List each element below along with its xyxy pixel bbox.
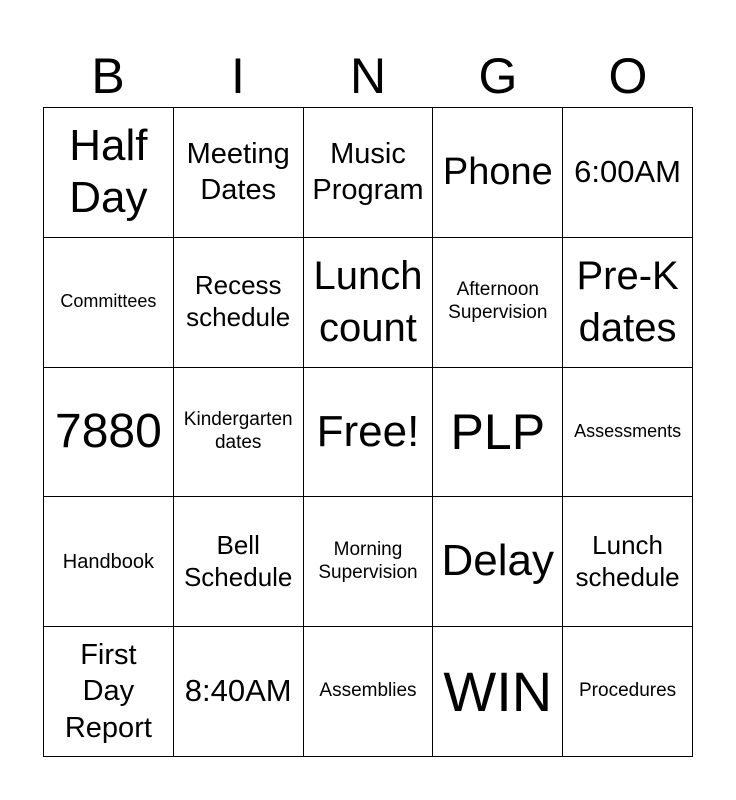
cell-label: Music Program bbox=[312, 138, 424, 207]
cell-label: Morning Supervision bbox=[318, 538, 418, 583]
bingo-cell-g5[interactable] bbox=[433, 627, 563, 757]
bingo-cell-o5[interactable] bbox=[563, 627, 693, 757]
bingo-cell-n2[interactable] bbox=[304, 238, 434, 368]
bingo-cell-n5[interactable] bbox=[304, 627, 434, 757]
bingo-cell-g3[interactable] bbox=[433, 368, 563, 498]
header-letter-n: N bbox=[349, 48, 387, 104]
cell-label: 7880 bbox=[55, 405, 162, 459]
cell-label: Pre-K dates bbox=[576, 254, 679, 351]
cell-label: Recess schedule bbox=[186, 270, 291, 333]
bingo-cell-o2[interactable] bbox=[563, 238, 693, 368]
bingo-cell-o3[interactable] bbox=[563, 368, 693, 498]
cell-label: Handbook bbox=[62, 550, 154, 573]
bingo-header bbox=[43, 46, 693, 106]
cell-label: Half Day bbox=[69, 120, 148, 223]
bingo-cell-b4[interactable] bbox=[44, 497, 174, 627]
bingo-cell-i4[interactable] bbox=[174, 497, 304, 627]
cell-label: Assemblies bbox=[319, 680, 417, 702]
bingo-cell-b3[interactable] bbox=[44, 368, 174, 498]
bingo-cell-n4[interactable] bbox=[304, 497, 434, 627]
bingo-cell-o1[interactable] bbox=[563, 108, 693, 238]
cell-label: PLP bbox=[450, 403, 546, 460]
bingo-cell-n1[interactable] bbox=[304, 108, 434, 238]
cell-label: Assessments bbox=[574, 421, 682, 442]
bingo-cell-b1[interactable] bbox=[44, 108, 174, 238]
bingo-cell-i5[interactable] bbox=[174, 627, 304, 757]
cell-label: Committees bbox=[60, 291, 157, 312]
header-letter-g: G bbox=[478, 48, 518, 104]
cell-label: Bell Schedule bbox=[183, 530, 293, 592]
header-letter-i: I bbox=[231, 48, 245, 104]
cell-label: Lunch schedule bbox=[575, 530, 680, 592]
bingo-cell-g2[interactable] bbox=[433, 238, 563, 368]
bingo-cell-g1[interactable] bbox=[433, 108, 563, 238]
cell-label: Phone bbox=[442, 151, 553, 194]
cell-label: WIN bbox=[443, 660, 553, 723]
cell-label: Kindergarten dates bbox=[183, 409, 293, 453]
bingo-cell-b2[interactable] bbox=[44, 238, 174, 368]
bingo-cell-i3[interactable] bbox=[174, 368, 304, 498]
cell-label: Delay bbox=[441, 536, 555, 586]
bingo-cell-i2[interactable] bbox=[174, 238, 304, 368]
bingo-cell-b5[interactable] bbox=[44, 627, 174, 757]
cell-label: 6:00AM bbox=[574, 154, 682, 190]
cell-label: Meeting Dates bbox=[186, 138, 290, 207]
cell-label: Lunch count bbox=[313, 254, 423, 351]
bingo-cell-i1[interactable] bbox=[174, 108, 304, 238]
bingo-cell-n3[interactable] bbox=[304, 368, 434, 498]
cell-label: Free! bbox=[316, 406, 420, 456]
bingo-cell-g4[interactable] bbox=[433, 497, 563, 627]
cell-label: Procedures bbox=[579, 680, 677, 702]
cell-label: 8:40AM bbox=[184, 673, 292, 709]
bingo-cell-o4[interactable] bbox=[563, 497, 693, 627]
cell-label: First Day Report bbox=[64, 639, 152, 744]
header-letter-b: B bbox=[91, 48, 125, 104]
header-letter-o: O bbox=[608, 48, 648, 104]
cell-label: Afternoon Supervision bbox=[448, 279, 548, 324]
bingo-board bbox=[43, 107, 693, 757]
